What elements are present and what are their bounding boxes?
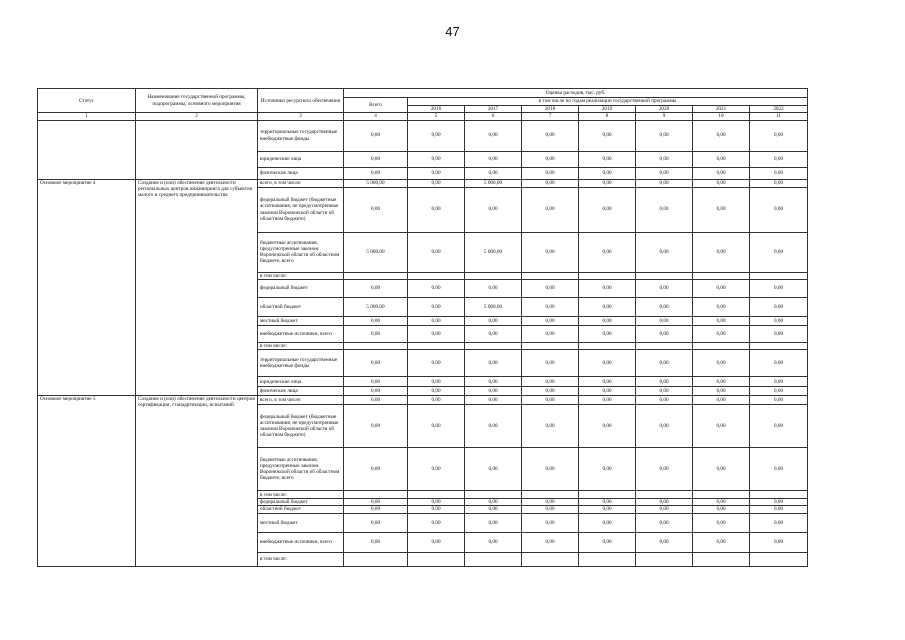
year-value-cell: 0,00	[522, 448, 579, 491]
year-value-cell: 0,00	[465, 499, 522, 506]
total-value-cell: 0,00	[344, 405, 408, 448]
year-value-cell: 0,00	[465, 377, 522, 387]
year-value-cell: 0,00	[693, 316, 750, 325]
header-year: 2016	[408, 106, 465, 113]
year-value-cell	[522, 342, 579, 349]
year-value-cell: 0,00	[465, 279, 522, 297]
year-value-cell: 0,00	[693, 513, 750, 532]
funding-source-cell: физические лица	[258, 387, 344, 396]
funding-source-cell: федеральный бюджет (бюджетные ассигнования, не предусмотренные законом Воронежской области об областном бюджете)	[258, 405, 344, 448]
total-value-cell: 0,00	[344, 513, 408, 532]
year-value-cell: 0,00	[693, 325, 750, 342]
header-year: 2022	[750, 106, 808, 113]
funding-source-cell: федеральный бюджет (бюджетные ассигнования, не предусмотренные законом Воронежской области об областном бюджете)	[258, 187, 344, 232]
funding-source-cell: местный бюджет	[258, 316, 344, 325]
year-value-cell: 0,00	[579, 325, 636, 342]
table-row	[38, 120, 808, 151]
year-value-cell: 0,00	[522, 513, 579, 532]
year-value-cell: 0,00	[750, 316, 808, 325]
table-header	[38, 89, 808, 121]
year-value-cell: 0,00	[636, 167, 693, 179]
year-value-cell	[408, 342, 465, 349]
total-value-cell: 0,00	[344, 532, 408, 552]
funding-source-cell: всего, в том числе:	[258, 179, 344, 187]
year-value-cell: 0,00	[522, 377, 579, 387]
year-value-cell: 0,00	[579, 179, 636, 187]
year-value-cell: 0,00	[693, 532, 750, 552]
year-value-cell	[522, 272, 579, 279]
year-value-cell: 0,00	[750, 405, 808, 448]
year-value-cell: 0,00	[636, 187, 693, 232]
year-value-cell: 0,00	[636, 120, 693, 151]
year-value-cell: 0,00	[408, 187, 465, 232]
header-sources: Источники ресурсного обеспечения	[258, 89, 344, 113]
year-value-cell: 0,00	[522, 316, 579, 325]
total-value-cell	[344, 552, 408, 566]
year-value-cell	[750, 491, 808, 499]
year-value-cell: 0,00	[408, 179, 465, 187]
year-value-cell: 0,00	[750, 179, 808, 187]
year-value-cell: 0,00	[636, 350, 693, 377]
year-value-cell: 0,00	[636, 448, 693, 491]
year-value-cell: 0,00	[636, 279, 693, 297]
year-value-cell: 0,00	[465, 120, 522, 151]
funding-source-cell: бюджетные ассигнования, предусмотренные законом Воронежской области об областном бюджете, всего	[258, 232, 344, 272]
year-value-cell: 5 000,00	[465, 297, 522, 316]
year-value-cell: 0,00	[408, 120, 465, 151]
year-value-cell: 0,00	[750, 396, 808, 405]
measure-name-cell	[136, 120, 258, 179]
year-value-cell: 0,00	[750, 167, 808, 179]
year-value-cell: 0,00	[750, 387, 808, 396]
year-value-cell: 0,00	[693, 187, 750, 232]
year-value-cell	[579, 342, 636, 349]
total-value-cell: 0,00	[344, 396, 408, 405]
year-value-cell: 0,00	[408, 377, 465, 387]
year-value-cell: 5 000,00	[465, 179, 522, 187]
year-value-cell: 0,00	[522, 187, 579, 232]
funding-source-cell: в том числе:	[258, 491, 344, 499]
year-value-cell	[693, 342, 750, 349]
year-value-cell: 0,00	[636, 377, 693, 387]
header-by-years: в том числе по годам реализации государственной программы	[408, 98, 808, 106]
year-value-cell: 0,00	[636, 499, 693, 506]
year-value-cell: 0,00	[693, 377, 750, 387]
total-value-cell: 0,00	[344, 316, 408, 325]
year-value-cell: 0,00	[522, 387, 579, 396]
total-value-cell: 0,00	[344, 187, 408, 232]
year-value-cell: 0,00	[579, 377, 636, 387]
year-value-cell: 0,00	[408, 297, 465, 316]
table-row	[38, 396, 808, 405]
year-value-cell	[579, 491, 636, 499]
year-value-cell	[579, 272, 636, 279]
year-value-cell: 0,00	[750, 499, 808, 506]
funding-source-cell: в том числе:	[258, 552, 344, 566]
year-value-cell	[750, 342, 808, 349]
col-index: 2	[136, 113, 258, 120]
total-value-cell: 0,00	[344, 506, 408, 513]
funding-source-cell: физические лица	[258, 167, 344, 179]
header-total: Всего	[344, 98, 408, 113]
year-value-cell	[636, 272, 693, 279]
funding-source-cell: местный бюджет	[258, 513, 344, 532]
year-value-cell: 0,00	[579, 499, 636, 506]
total-value-cell: 0,00	[344, 387, 408, 396]
year-value-cell: 0,00	[579, 387, 636, 396]
table-body	[38, 120, 808, 566]
year-value-cell: 0,00	[693, 506, 750, 513]
year-value-cell: 0,00	[408, 387, 465, 396]
total-value-cell: 5 000,00	[344, 232, 408, 272]
funding-source-cell: областной бюджет	[258, 506, 344, 513]
status-cell: Основное мероприятие 5	[38, 396, 136, 567]
year-value-cell: 0,00	[522, 151, 579, 167]
year-value-cell: 0,00	[636, 396, 693, 405]
total-value-cell: 0,00	[344, 325, 408, 342]
page-number: 47	[445, 24, 460, 39]
year-value-cell: 0,00	[522, 532, 579, 552]
year-value-cell: 0,00	[693, 179, 750, 187]
total-value-cell: 0,00	[344, 499, 408, 506]
year-value-cell: 0,00	[408, 532, 465, 552]
year-value-cell: 0,00	[522, 232, 579, 272]
year-value-cell: 0,00	[636, 532, 693, 552]
year-value-cell: 0,00	[579, 506, 636, 513]
year-value-cell	[522, 552, 579, 566]
year-value-cell: 0,00	[465, 448, 522, 491]
col-index: 11	[750, 113, 808, 120]
col-index: 7	[522, 113, 579, 120]
funding-source-cell: в том числе:	[258, 342, 344, 349]
header-status: Статус	[38, 89, 136, 113]
year-value-cell: 0,00	[408, 513, 465, 532]
year-value-cell: 0,00	[579, 448, 636, 491]
col-index: 6	[465, 113, 522, 120]
funding-source-cell: федеральный бюджет	[258, 279, 344, 297]
year-value-cell	[408, 552, 465, 566]
total-value-cell: 0,00	[344, 120, 408, 151]
year-value-cell: 0,00	[465, 316, 522, 325]
year-value-cell: 0,00	[636, 405, 693, 448]
total-value-cell: 5 000,00	[344, 179, 408, 187]
year-value-cell: 0,00	[579, 350, 636, 377]
total-value-cell	[344, 491, 408, 499]
year-value-cell: 0,00	[579, 532, 636, 552]
year-value-cell: 0,00	[750, 448, 808, 491]
header-year: 2017	[465, 106, 522, 113]
year-value-cell: 0,00	[636, 387, 693, 396]
year-value-cell: 0,00	[636, 506, 693, 513]
year-value-cell: 0,00	[522, 297, 579, 316]
year-value-cell	[465, 552, 522, 566]
funding-source-cell: внебюджетные источники, всего	[258, 325, 344, 342]
year-value-cell: 0,00	[522, 279, 579, 297]
year-value-cell: 0,00	[408, 325, 465, 342]
year-value-cell: 0,00	[636, 513, 693, 532]
year-value-cell	[750, 272, 808, 279]
year-value-cell	[636, 491, 693, 499]
year-value-cell: 0,00	[693, 448, 750, 491]
year-value-cell: 0,00	[750, 513, 808, 532]
measure-name-cell: Создание и (или) обеспечение деятельности региональных центров инжиниринга для субъектов малого и среднего предпринимательства	[136, 179, 258, 396]
year-value-cell: 0,00	[579, 297, 636, 316]
year-value-cell: 0,00	[522, 120, 579, 151]
status-cell: Основное мероприятие 4	[38, 179, 136, 396]
col-index: 9	[636, 113, 693, 120]
funding-source-cell: областной бюджет	[258, 297, 344, 316]
year-value-cell: 0,00	[522, 179, 579, 187]
total-value-cell	[344, 272, 408, 279]
year-value-cell: 0,00	[522, 396, 579, 405]
year-value-cell: 0,00	[579, 187, 636, 232]
year-value-cell: 0,00	[693, 387, 750, 396]
budget-document	[37, 88, 807, 567]
year-value-cell: 0,00	[693, 167, 750, 179]
total-value-cell: 5 000,00	[344, 297, 408, 316]
year-value-cell: 0,00	[465, 506, 522, 513]
year-value-cell: 0,00	[750, 377, 808, 387]
year-value-cell: 0,00	[693, 120, 750, 151]
year-value-cell	[408, 272, 465, 279]
year-value-cell: 0,00	[465, 187, 522, 232]
year-value-cell: 0,00	[636, 316, 693, 325]
col-index: 3	[258, 113, 344, 120]
year-value-cell: 0,00	[579, 120, 636, 151]
total-value-cell: 0,00	[344, 279, 408, 297]
funding-source-cell: бюджетные ассигнования, предусмотренные законом Воронежской области об областном бюджете, всего	[258, 448, 344, 491]
year-value-cell: 5 000,00	[465, 232, 522, 272]
total-value-cell: 0,00	[344, 377, 408, 387]
year-value-cell: 0,00	[465, 513, 522, 532]
year-value-cell: 0,00	[408, 396, 465, 405]
year-value-cell	[579, 552, 636, 566]
header-year: 2019	[579, 106, 636, 113]
year-value-cell: 0,00	[750, 350, 808, 377]
year-value-cell: 0,00	[750, 120, 808, 151]
year-value-cell: 0,00	[579, 513, 636, 532]
col-index: 1	[38, 113, 136, 120]
year-value-cell: 0,00	[750, 325, 808, 342]
col-index: 4	[344, 113, 408, 120]
year-value-cell: 0,00	[408, 232, 465, 272]
year-value-cell: 0,00	[408, 448, 465, 491]
year-value-cell: 0,00	[465, 396, 522, 405]
total-value-cell: 0,00	[344, 151, 408, 167]
year-value-cell: 0,00	[693, 297, 750, 316]
year-value-cell: 0,00	[693, 151, 750, 167]
status-cell	[38, 120, 136, 179]
year-value-cell: 0,00	[408, 499, 465, 506]
funding-source-cell: всего, в том числе:	[258, 396, 344, 405]
year-value-cell: 0,00	[579, 405, 636, 448]
year-value-cell: 0,00	[693, 405, 750, 448]
funding-source-cell: территориальные государственные внебюджетные фонды	[258, 350, 344, 377]
year-value-cell: 0,00	[408, 405, 465, 448]
year-value-cell: 0,00	[579, 167, 636, 179]
year-value-cell: 0,00	[750, 297, 808, 316]
year-value-cell: 0,00	[693, 350, 750, 377]
year-value-cell	[408, 491, 465, 499]
year-value-cell: 0,00	[636, 232, 693, 272]
funding-source-cell: в том числе:	[258, 272, 344, 279]
year-value-cell: 0,00	[408, 167, 465, 179]
col-index: 10	[693, 113, 750, 120]
col-index: 8	[579, 113, 636, 120]
year-value-cell: 0,00	[750, 232, 808, 272]
year-value-cell: 0,00	[522, 325, 579, 342]
year-value-cell: 0,00	[408, 151, 465, 167]
year-value-cell	[465, 272, 522, 279]
header-year: 2020	[636, 106, 693, 113]
year-value-cell: 0,00	[636, 179, 693, 187]
year-value-cell	[465, 342, 522, 349]
header-year: 2018	[522, 106, 579, 113]
year-value-cell: 0,00	[522, 405, 579, 448]
year-value-cell: 0,00	[408, 316, 465, 325]
year-value-cell: 0,00	[750, 532, 808, 552]
header-estimate: Оценка расходов, тыс. руб.	[344, 89, 808, 98]
year-value-cell: 0,00	[636, 297, 693, 316]
year-value-cell: 0,00	[408, 506, 465, 513]
year-value-cell: 0,00	[408, 279, 465, 297]
header-year: 2021	[693, 106, 750, 113]
year-value-cell: 0,00	[579, 316, 636, 325]
funding-source-cell: федеральный бюджет	[258, 499, 344, 506]
funding-source-cell: юридические лица	[258, 151, 344, 167]
year-value-cell	[693, 272, 750, 279]
total-value-cell: 0,00	[344, 167, 408, 179]
year-value-cell: 0,00	[522, 167, 579, 179]
year-value-cell	[522, 491, 579, 499]
year-value-cell: 0,00	[750, 279, 808, 297]
header-name: Наименование государственной программы, подпрограммы, основного мероприятия	[136, 89, 258, 113]
year-value-cell	[693, 552, 750, 566]
year-value-cell: 0,00	[693, 396, 750, 405]
year-value-cell: 0,00	[750, 506, 808, 513]
funding-source-cell: территориальные государственные внебюджетные фонды	[258, 120, 344, 151]
year-value-cell: 0,00	[693, 232, 750, 272]
year-value-cell: 0,00	[636, 151, 693, 167]
year-value-cell: 0,00	[636, 325, 693, 342]
year-value-cell: 0,00	[408, 350, 465, 377]
year-value-cell: 0,00	[750, 151, 808, 167]
total-value-cell	[344, 342, 408, 349]
year-value-cell: 0,00	[465, 350, 522, 377]
year-value-cell: 0,00	[465, 325, 522, 342]
measure-name-cell: Создание и (или) обеспечение деятельности центров сертификации, стандартизации, испытаний	[136, 396, 258, 567]
year-value-cell: 0,00	[579, 396, 636, 405]
budget-table	[37, 88, 808, 567]
year-value-cell: 0,00	[465, 151, 522, 167]
year-value-cell: 0,00	[522, 499, 579, 506]
col-index: 5	[408, 113, 465, 120]
year-value-cell	[750, 552, 808, 566]
funding-source-cell: юридические лица	[258, 377, 344, 387]
year-value-cell: 0,00	[522, 506, 579, 513]
year-value-cell	[636, 342, 693, 349]
funding-source-cell: внебюджетные источники, всего	[258, 532, 344, 552]
year-value-cell: 0,00	[693, 279, 750, 297]
year-value-cell	[465, 491, 522, 499]
year-value-cell: 0,00	[522, 350, 579, 377]
column-index-row	[38, 113, 808, 120]
year-value-cell	[693, 491, 750, 499]
year-value-cell: 0,00	[465, 387, 522, 396]
year-value-cell: 0,00	[465, 532, 522, 552]
year-value-cell: 0,00	[693, 499, 750, 506]
year-value-cell: 0,00	[579, 151, 636, 167]
year-value-cell: 0,00	[750, 187, 808, 232]
year-value-cell: 0,00	[465, 167, 522, 179]
total-value-cell: 0,00	[344, 350, 408, 377]
year-value-cell: 0,00	[465, 405, 522, 448]
year-value-cell: 0,00	[579, 279, 636, 297]
total-value-cell: 0,00	[344, 448, 408, 491]
table-row	[38, 179, 808, 187]
year-value-cell	[636, 552, 693, 566]
year-value-cell: 0,00	[579, 232, 636, 272]
